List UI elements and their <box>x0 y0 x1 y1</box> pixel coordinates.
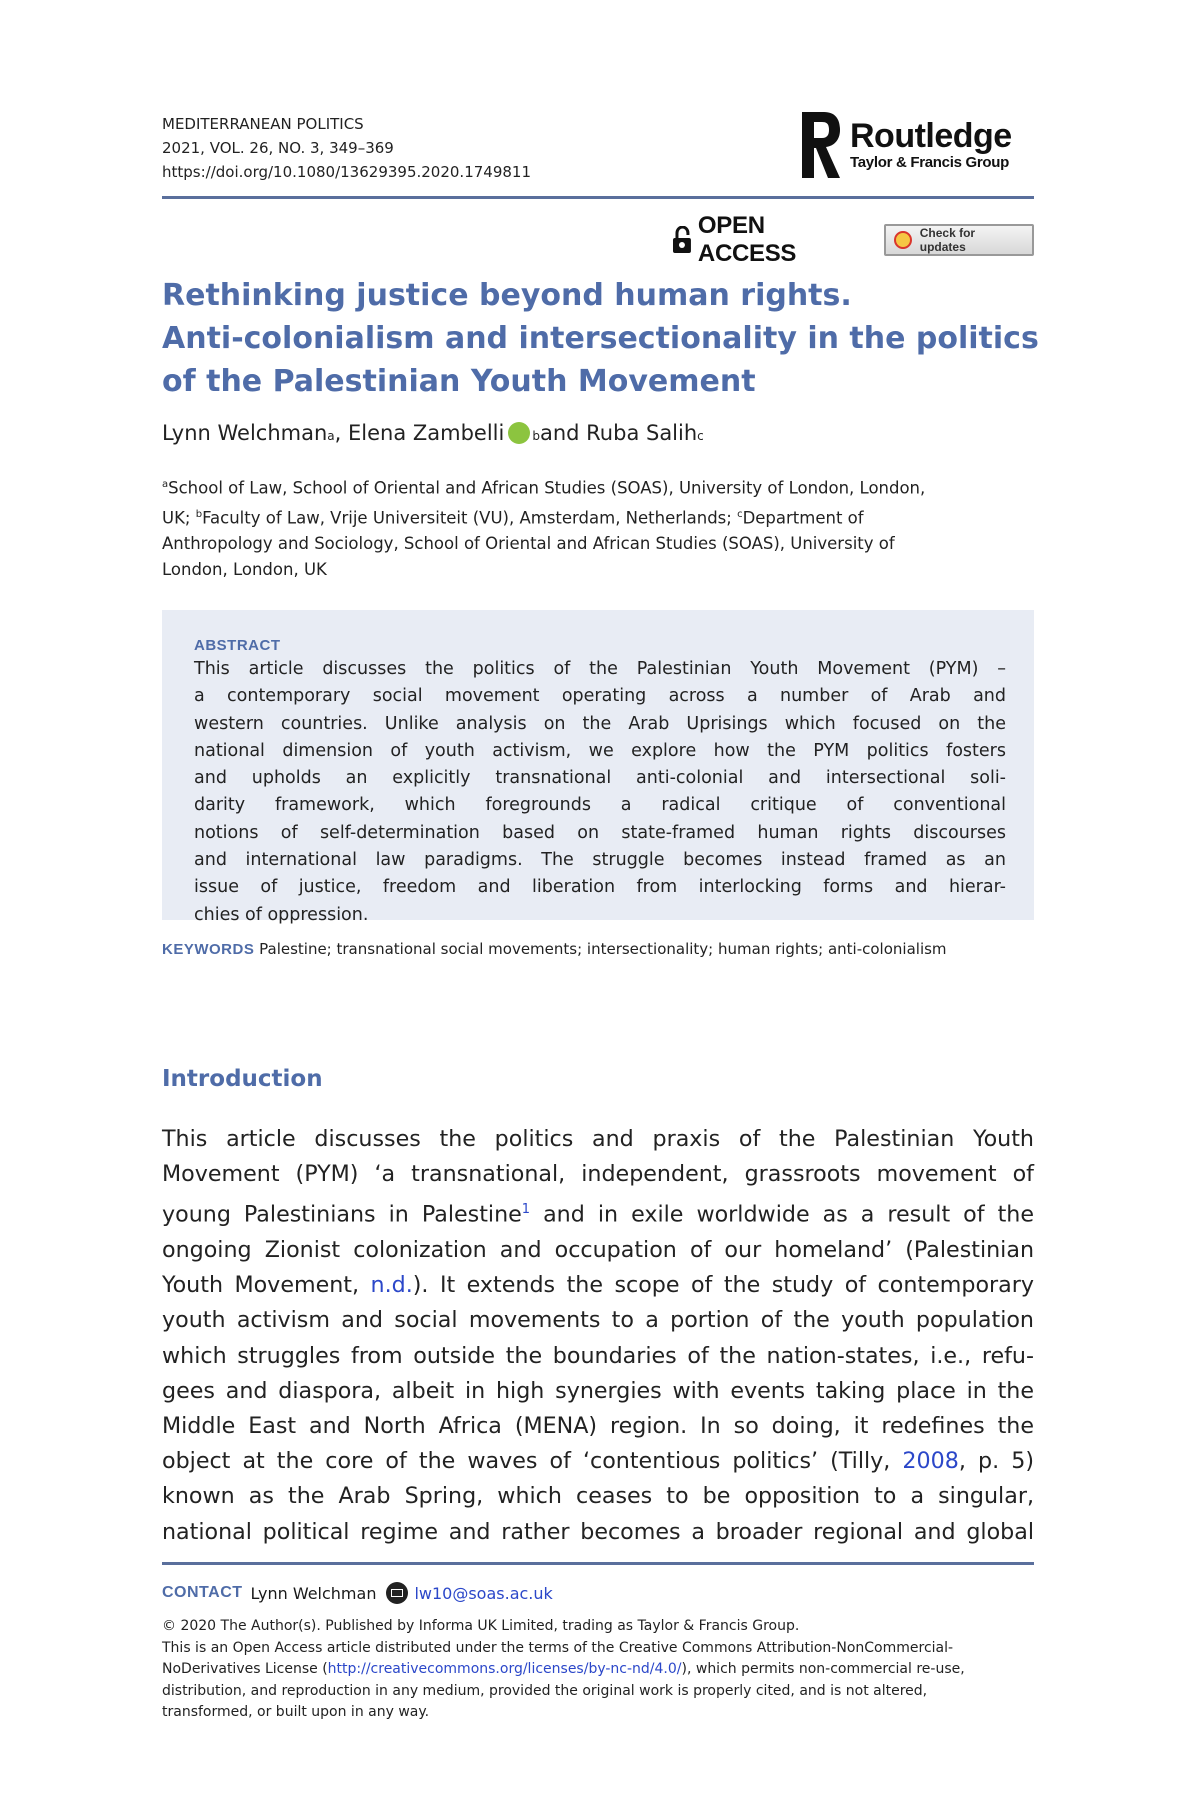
license-line: distribution, and reproduction in any medium, provided the original work is properly cited, and is not altered, <box>162 1682 928 1699</box>
publisher-logo <box>800 110 1012 180</box>
license-block <box>162 1616 1034 1724</box>
license-line <box>162 1659 1034 1681</box>
section-heading-introduction: Introduction <box>162 1066 323 1092</box>
check-for-updates-button[interactable] <box>884 224 1034 256</box>
citation-link[interactable]: n.d. <box>370 1272 413 1299</box>
email-icon <box>386 1582 408 1604</box>
body-line <box>162 1268 1034 1303</box>
footer-divider <box>162 1562 1034 1565</box>
body-line: ongoing Zionist colonization and occupation of our homeland’ (Palestinian <box>162 1237 1034 1263</box>
affil-mark: a <box>162 479 169 490</box>
keywords-row <box>162 940 947 958</box>
contact-name: Lynn Welchman <box>250 1583 377 1603</box>
affil-text: School of Law, School of Oriental and African Studies (SOAS), University of London, London, <box>168 478 926 498</box>
body-text: and in exile worldwide as a result of the <box>530 1201 1034 1228</box>
affil-text: Faculty of Law, Vrije Universiteit (VU), Amsterdam, Netherlands; <box>202 508 738 527</box>
journal-doi[interactable]: https://doi.org/10.1080/13629395.2020.1749811 <box>162 163 532 181</box>
open-lock-icon <box>672 226 692 254</box>
routledge-r-icon <box>800 110 842 180</box>
journal-info <box>162 112 531 184</box>
body-text: object at the core of the waves of ‘contentious politics’ (Tilly, <box>162 1448 903 1475</box>
keywords-text: Palestine; transnational social movements; intersectionality; human rights; anti-colonialism <box>259 940 947 958</box>
affil-text: Anthropology and Sociology, School of Oriental and African Studies (SOAS), University of <box>162 534 895 553</box>
body-line: youth activism and social movements to a portion of the youth population <box>162 1307 1034 1334</box>
body-line: known as the Arab Spring, which ceases to be opposition to a singular, <box>162 1483 1034 1510</box>
contact-email-link[interactable]: lw10@soas.ac.uk <box>414 1583 553 1603</box>
abstract-line: national dimension of youth activism, we explore how the PYM politics fosters <box>194 740 1006 761</box>
open-access-label: OPEN ACCESS <box>697 212 797 267</box>
body-text: , p. 5) <box>958 1448 1034 1475</box>
author-affil-mark: b <box>532 429 540 443</box>
body-line <box>162 1192 1034 1233</box>
license-text: ), which permits non-commercial re-use, <box>681 1661 965 1677</box>
affil-text: London, London, UK <box>162 560 327 579</box>
abstract-line: darity framework, which foregrounds a radical critique of conventional <box>194 795 1006 816</box>
author-affil-mark: c <box>697 429 704 443</box>
contact-heading: CONTACT <box>162 1584 243 1601</box>
abstract-body <box>194 656 1006 929</box>
body-line: This article discusses the politics and praxis of the Palestinian Youth <box>162 1126 1034 1152</box>
abstract-line: issue of justice, freedom and liberation from interlocking forms and hierar- <box>194 877 1006 898</box>
contact-row <box>162 1582 553 1604</box>
affil-mark: c <box>737 508 743 520</box>
affiliations <box>162 472 1034 583</box>
author-name[interactable]: , Elena Zambelli <box>334 421 505 445</box>
abstract-box <box>162 610 1034 925</box>
title-line: Rethinking justice beyond human rights. <box>162 278 852 313</box>
title-line: of the Palestinian Youth Movement <box>162 364 756 399</box>
publisher-group: Taylor & Francis Group <box>850 154 1009 171</box>
body-line: Movement (PYM) ‘a transnational, independent, grassroots movement of <box>162 1161 1034 1188</box>
body-line: gees and diaspora, albeit in high synergies with events taking place in the <box>162 1377 1034 1404</box>
abstract-line: This article discusses the politics of the Palestinian Youth Movement (PYM) – <box>194 659 1006 679</box>
body-text: ). It extends the scope of the study of contemporary <box>412 1272 1034 1299</box>
citation-link[interactable]: 2008 <box>902 1448 959 1475</box>
affil-text: UK; <box>162 508 196 527</box>
affil-mark: b <box>195 508 203 520</box>
publisher-brand: Routledge <box>850 117 1012 155</box>
body-line: Middle East and North Africa (MENA) region. In so doing, it redefines the <box>162 1413 1034 1440</box>
author-name[interactable]: Lynn Welchman <box>162 421 328 445</box>
footnote-link[interactable]: 1 <box>521 1202 531 1218</box>
abstract-line: western countries. Unlike analysis on the Arab Uprisings which focused on the <box>194 713 1006 734</box>
license-line: transformed, or built upon in any way. <box>162 1704 430 1720</box>
abstract-line: a contemporary social movement operating across a number of Arab and <box>194 686 1006 707</box>
article-title <box>162 274 1039 403</box>
header-divider <box>162 196 1034 199</box>
body-line: national political regime and rather becomes a broader regional and global <box>162 1518 1034 1545</box>
body-line: which struggles from outside the boundaries of the nation-states, i.e., refu- <box>162 1342 1034 1369</box>
author-name[interactable]: and Ruba Salih <box>539 421 698 445</box>
title-line: Anti-colonialism and intersectionality in the politics <box>162 321 1039 356</box>
open-access-row <box>672 212 1034 268</box>
abstract-heading: ABSTRACT <box>194 637 281 654</box>
abstract-line: chies of oppression. <box>194 904 369 925</box>
author-affil-mark: a <box>327 429 335 443</box>
keywords-heading: KEYWORDS <box>162 941 255 958</box>
license-line: © 2020 The Author(s). Published by Informa UK Limited, trading as Taylor & Francis Group. <box>162 1618 800 1634</box>
license-text: NoDerivatives License ( <box>162 1661 328 1677</box>
abstract-line: and upholds an explicitly transnational anti-colonial and intersectional soli- <box>194 768 1006 789</box>
orcid-icon[interactable] <box>508 422 530 444</box>
check-updates-label: Check for updates <box>919 226 976 254</box>
abstract-line: notions of self-determination based on state-framed human rights discourses <box>194 822 1006 843</box>
introduction-body <box>162 1122 1034 1550</box>
author-list <box>162 418 704 445</box>
check-updates-icon <box>894 231 912 249</box>
license-url-link[interactable]: http://creativecommons.org/licenses/by-nc-nd/4.0/ <box>327 1661 682 1677</box>
body-line <box>162 1444 1034 1479</box>
journal-name: MEDITERRANEAN POLITICS <box>162 115 364 133</box>
body-text: Youth Movement, <box>162 1272 371 1299</box>
body-text: young Palestinians in Palestine <box>162 1201 522 1228</box>
affil-text: Department of <box>742 508 864 527</box>
license-line: This is an Open Access article distributed under the terms of the Creative Commons Attribution-NonCommercial- <box>162 1639 954 1656</box>
abstract-line: and international law paradigms. The struggle becomes instead framed as an <box>194 850 1006 871</box>
journal-citation: 2021, VOL. 26, NO. 3, 349–369 <box>162 139 394 157</box>
